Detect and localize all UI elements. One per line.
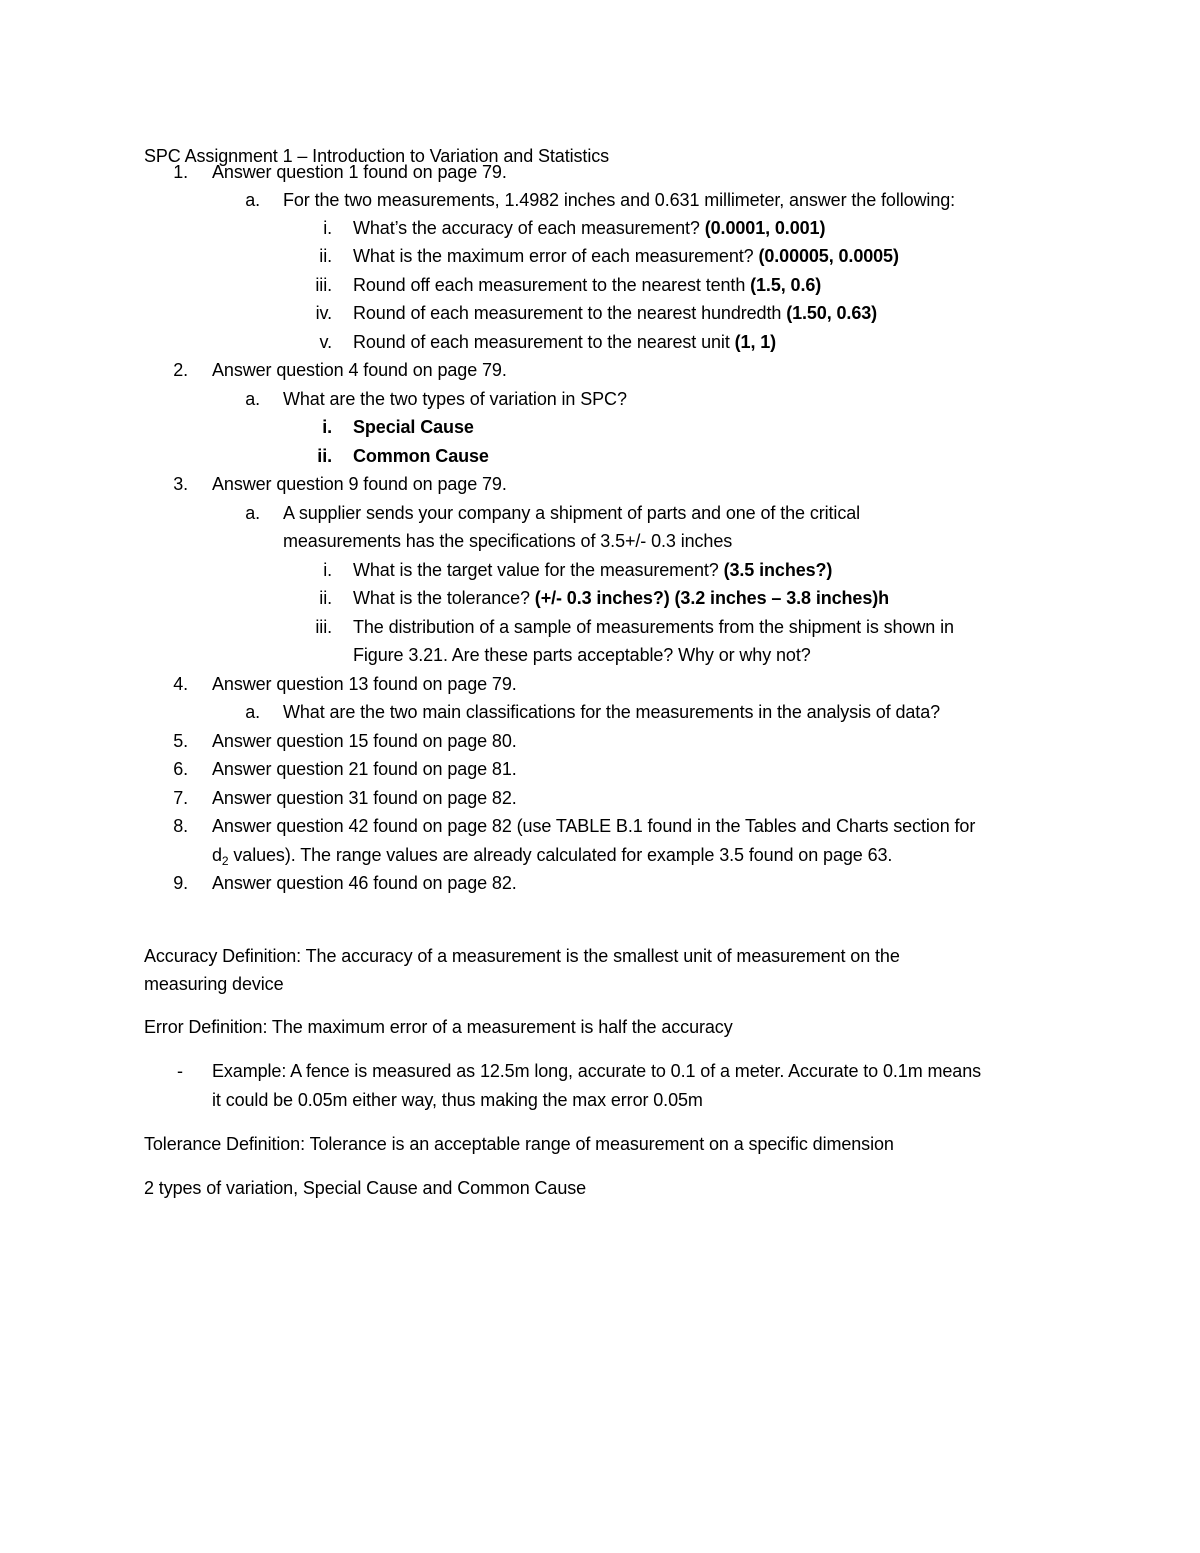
answer-text: (1, 1)	[734, 332, 777, 352]
list-number: a.	[245, 702, 260, 722]
answer-text: (1.5, 0.6)	[750, 275, 822, 295]
page-title: SPC Assignment 1 – Introduction to Variation and Statistics	[144, 146, 610, 166]
answer-text: (3.5 inches?)	[723, 560, 833, 580]
list-item: What is the maximum error of each measurement? (0.00005, 0.0005)	[353, 246, 899, 266]
list-item: Answer question 31 found on page 82.	[212, 788, 517, 808]
bullet-dash: -	[177, 1061, 183, 1081]
list-number: iv.	[315, 303, 332, 323]
list-number: 2.	[173, 360, 188, 380]
list-number: a.	[245, 389, 260, 409]
list-item: Answer question 4 found on page 79.	[212, 360, 507, 380]
list-item: A supplier sends your company a shipment of parts and one of the critical	[283, 503, 861, 523]
list-number: 8.	[173, 816, 188, 836]
list-number: iii.	[315, 617, 332, 637]
list-item: Round of each measurement to the nearest hundredth (1.50, 0.63)	[353, 303, 878, 323]
list-number: 3.	[173, 474, 188, 494]
list-item: What are the two types of variation in SPC?	[283, 389, 627, 409]
list-number: v.	[319, 332, 332, 352]
list-item: Answer question 9 found on page 79.	[212, 474, 507, 494]
list-item: What are the two main classifications for the measurements in the analysis of data?	[283, 702, 941, 722]
list-item: For the two measurements, 1.4982 inches and 0.631 millimeter, answer the following:	[283, 190, 956, 210]
list-item: What is the tolerance? (+/- 0.3 inches?) (3.2 inches – 3.8 inches)h	[353, 588, 890, 608]
error-definition: Error Definition: The maximum error of a measurement is half the accuracy	[144, 1017, 733, 1037]
list-item: Round of each measurement to the nearest unit (1, 1)	[353, 332, 777, 352]
accuracy-definition-continuation: measuring device	[144, 974, 284, 994]
list-number: i.	[323, 560, 332, 580]
list-number: 5.	[173, 731, 188, 751]
list-number: 9.	[173, 873, 188, 893]
list-number: i.	[322, 417, 332, 437]
list-item: Answer question 13 found on page 79.	[212, 674, 517, 694]
example-text: Example: A fence is measured as 12.5m long, accurate to 0.1 of a meter. Accurate to 0.1m means	[212, 1061, 982, 1081]
list-item-continuation: measurements has the specifications of 3.5+/- 0.3 inches	[283, 531, 733, 551]
list-number: a.	[245, 503, 260, 523]
list-number: ii.	[319, 588, 332, 608]
answer-text: (1.50, 0.63)	[786, 303, 878, 323]
list-item: What’s the accuracy of each measurement? (0.0001, 0.001)	[353, 218, 826, 238]
answer-text: (0.00005, 0.0005)	[758, 246, 899, 266]
accuracy-definition: Accuracy Definition: The accuracy of a measurement is the smallest unit of measurement on the	[144, 946, 900, 966]
list-number: i.	[323, 218, 332, 238]
list-number: a.	[245, 190, 260, 210]
list-number: 6.	[173, 759, 188, 779]
variation-summary: 2 types of variation, Special Cause and Common Cause	[144, 1178, 587, 1198]
list-item: Answer question 1 found on page 79.	[212, 162, 507, 182]
answer-text: (+/- 0.3 inches?) (3.2 inches – 3.8 inches)h	[534, 588, 890, 608]
list-item: Answer question 42 found on page 82 (use TABLE B.1 found in the Tables and Charts section for	[212, 816, 976, 836]
list-number: ii.	[317, 446, 332, 466]
list-item: Answer question 21 found on page 81.	[212, 759, 517, 779]
tolerance-definition: Tolerance Definition: Tolerance is an acceptable range of measurement on a specific dimension	[144, 1134, 894, 1154]
answer-text: (0.0001, 0.001)	[704, 218, 826, 238]
list-number: iii.	[315, 275, 332, 295]
list-item: The distribution of a sample of measurements from the shipment is shown in	[353, 617, 954, 637]
example-text-continuation: it could be 0.05m either way, thus making the max error 0.05m	[212, 1090, 703, 1110]
list-item-continuation: Figure 3.21. Are these parts acceptable? Why or why not?	[353, 645, 811, 665]
list-number: 7.	[173, 788, 188, 808]
list-item: Answer question 46 found on page 82.	[212, 873, 517, 893]
list-item: Answer question 15 found on page 80.	[212, 731, 517, 751]
list-item: Common Cause	[353, 446, 489, 466]
list-number: ii.	[319, 246, 332, 266]
list-number: 4.	[173, 674, 188, 694]
list-item: What is the target value for the measurement? (3.5 inches?)	[353, 560, 833, 580]
list-item: Round off each measurement to the nearest tenth (1.5, 0.6)	[353, 275, 822, 295]
list-item: Special Cause	[353, 417, 474, 437]
list-number: 1.	[173, 162, 188, 182]
list-item-continuation: $d_2$ values). The range values are already calculated for example 3.5 found on page 63.	[212, 845, 893, 868]
